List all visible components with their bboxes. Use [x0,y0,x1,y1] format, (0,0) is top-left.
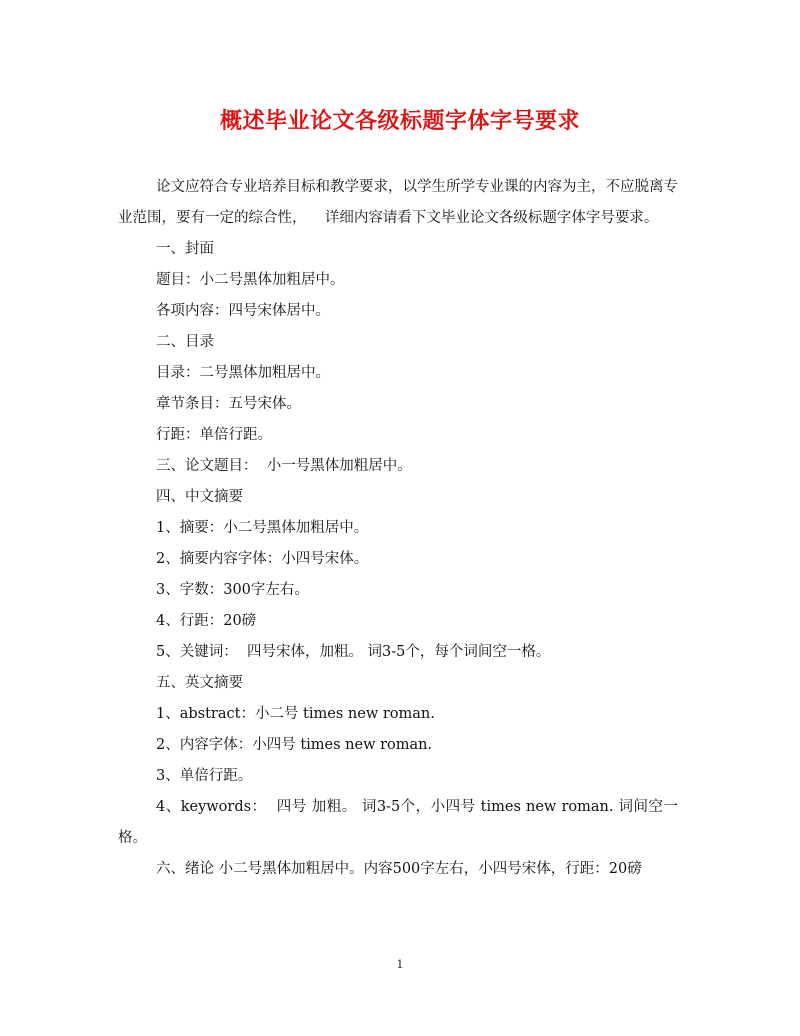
cn-abstract-rule-3: 3、字数：300字左右。 [156,582,309,598]
en-abstract-rule-4: 4、keywords： 四号 加粗。 词3-5个，小四号 times new roman. 词间空一格。 [118,799,678,846]
cover-items-rule: 各项内容：四号宋体居中。 [156,303,330,319]
page-number: 1 [396,958,404,971]
toc-title-rule: 目录：二号黑体加粗居中。 [156,365,330,381]
document-body [118,172,678,885]
cn-abstract-rule-5: 5、关键词： 四号宋体，加粗。 词3-5个，每个词间空一格。 [156,644,551,660]
section-heading-toc: 二、目录 [156,334,214,350]
section-heading-introduction: 六、绪论 小二号黑体加粗居中。内容500字左右，小四号宋体，行距：20磅 [156,861,642,877]
section-heading-paper-title: 三、论文题目： 小一号黑体加粗居中。 [156,458,412,474]
cn-abstract-rule-4: 4、行距：20磅 [156,613,257,629]
cover-title-rule: 题目：小二号黑体加粗居中。 [156,272,345,288]
document-title: 概述毕业论文各级标题字体字号要求 [219,108,580,134]
cn-abstract-rule-1: 1、摘要：小二号黑体加粗居中。 [156,520,369,536]
intro-paragraph: 论文应符合专业培养目标和教学要求，以学生所学专业课的内容为主，不应脱离专业范围，要有一定的综合性， 详细内容请看下文毕业论文各级标题字体字号要求。 [118,179,678,226]
section-heading-english-abstract: 五、英文摘要 [156,675,243,691]
toc-entries-rule: 章节条目：五号宋体。 [156,396,301,412]
en-abstract-rule-3: 3、单倍行距。 [156,768,253,784]
cn-abstract-rule-2: 2、摘要内容字体：小四号宋体。 [156,551,369,567]
en-abstract-rule-1: 1、abstract：小二号 times new roman. [156,706,435,722]
section-heading-cover: 一、封面 [156,241,214,257]
section-heading-chinese-abstract: 四、中文摘要 [156,489,243,505]
en-abstract-rule-2: 2、内容字体：小四号 times new roman. [156,737,433,753]
toc-spacing-rule: 行距：单倍行距。 [156,427,272,443]
